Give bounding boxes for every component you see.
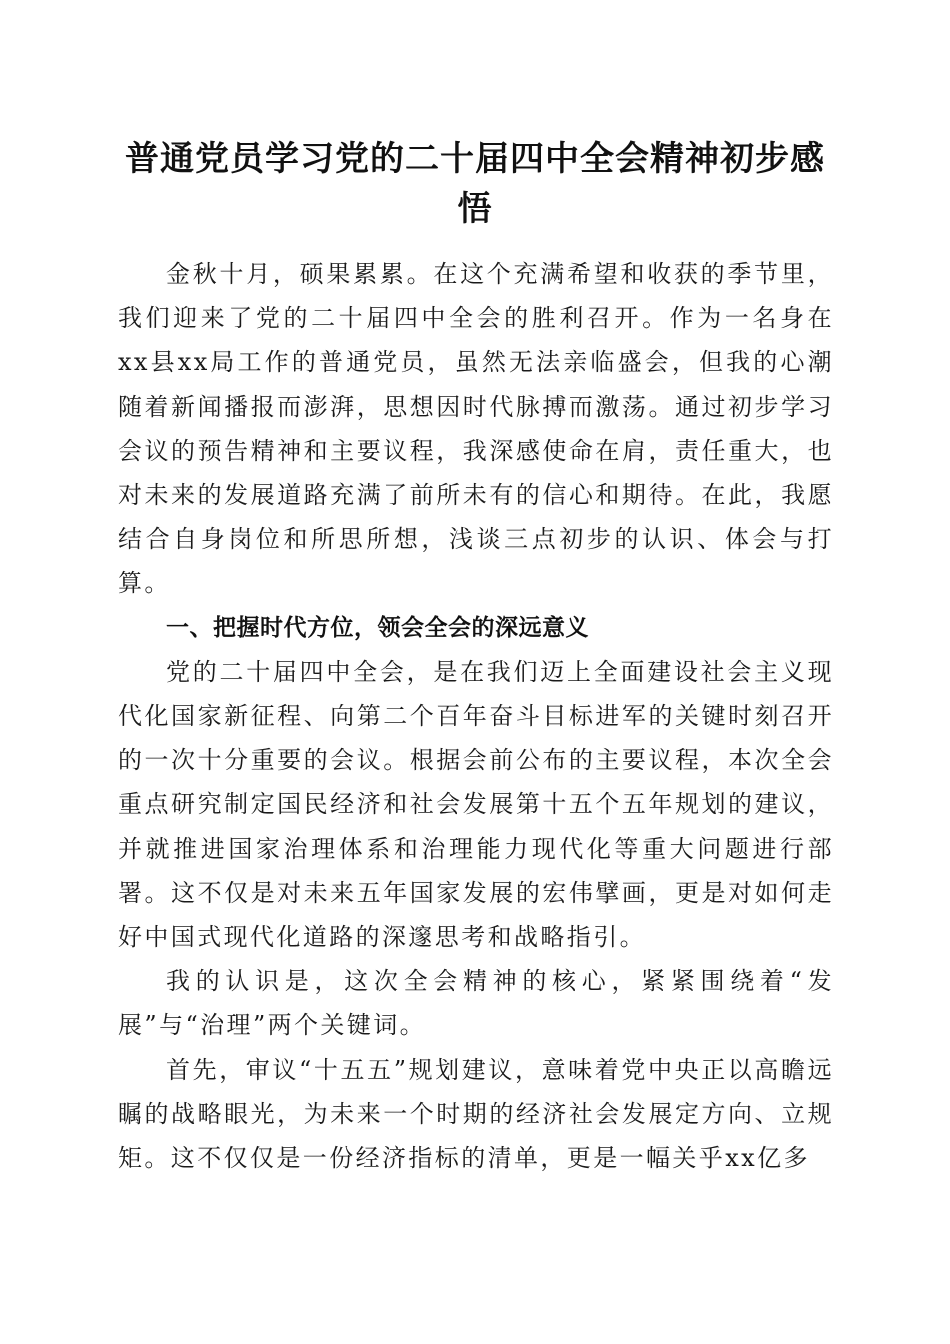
document-body [118, 252, 834, 1180]
section-heading: 一、把握时代方位，领会全会的深远意义 [166, 614, 589, 641]
document-title: 普通党员学习党的二十届四中全会精神初步感悟 [125, 139, 825, 229]
paragraph-intro: 金秋十月，硕果累累。在这个充满希望和收获的季节里，我们迎来了党的二十届四中全会的胜利召开。作为一名身在xx县xx局工作的普通党员，虽然无法亲临盛会，但我的心潮随着新闻播报而澎湃，思想因时代脉搏而激荡。通过初步学习会议的预告精神和主要议程，我深感使命在肩，责任重大，也对未来的发展道路充满了前所未有的信心和期待。在此，我愿结合自身岗位和所思所想，浅谈三点初步的认识、体会与打算。 [118, 260, 834, 598]
paragraph-significance: 党的二十届四中全会，是在我们迈上全面建设社会主义现代化国家新征程、向第二个百年奋斗目标进军的关键时刻召开的一次十分重要的会议。根据会前公布的主要议程，本次全会重点研究制定国民经济和社会发展第十五个五年规划的建议，并就推进国家治理体系和治理能力现代化等重大问题进行部署。这不仅是对未来五年国家发展的宏伟擘画，更是对如何走好中国式现代化道路的深邃思考和战略指引。 [118, 657, 834, 952]
paragraph-first-point: 首先，审议“十五五”规划建议，意味着党中央正以高瞻远瞩的战略眼光，为未来一个时期的经济社会发展定方向、立规矩。这不仅仅是一份经济指标的清单，更是一幅关乎xx亿多 [118, 1055, 834, 1173]
paragraph-keywords: 我的认识是，这次全会精神的核心，紧紧围绕着“发展”与“治理”两个关键词。 [118, 967, 834, 1040]
